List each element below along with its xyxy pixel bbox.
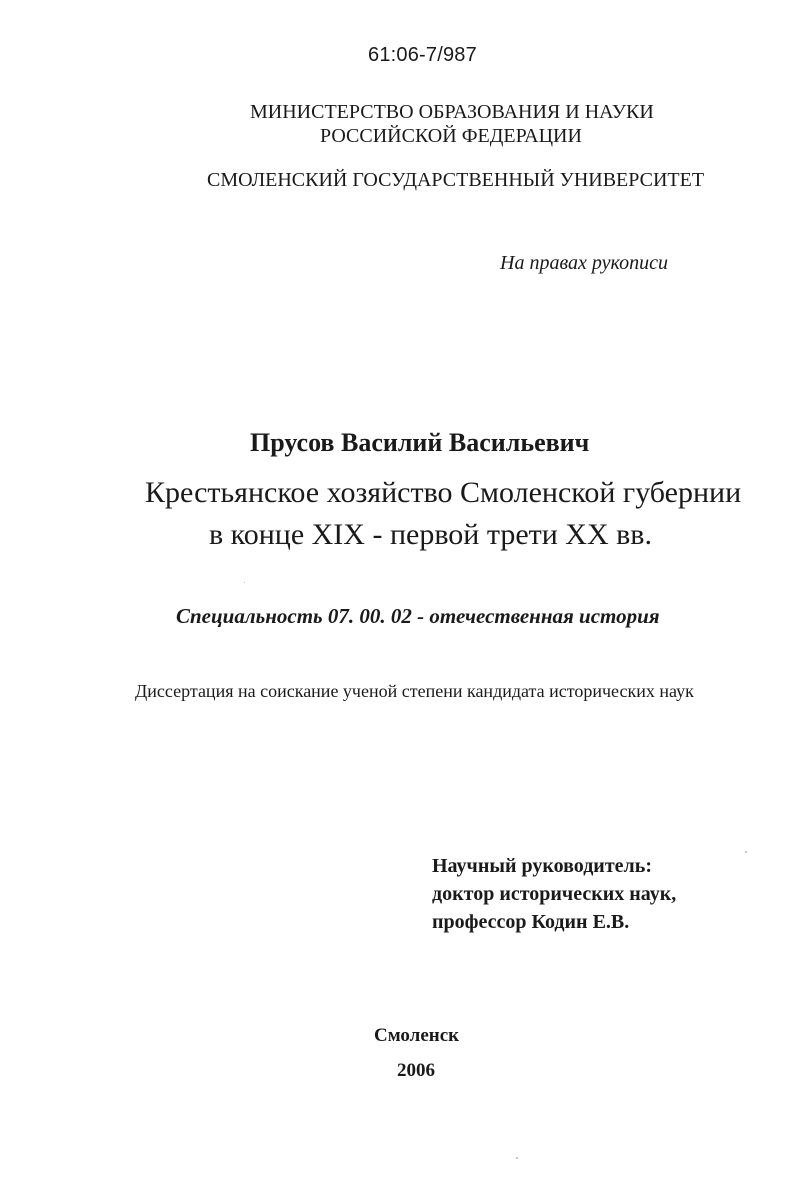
dissertation-title-line-2: в конце XIX - первой трети XX вв.	[209, 518, 652, 551]
scan-speck	[745, 851, 747, 853]
catalog-number: 61:06-7/987	[368, 44, 477, 66]
ministry-line-2: РОССИЙСКОЙ ФЕДЕРАЦИИ	[320, 125, 582, 147]
dissertation-title-line-1: Крестьянское хозяйство Смоленской губернии	[145, 476, 742, 509]
supervisor-label: Научный руководитель:	[432, 855, 652, 877]
supervisor-degree: доктор исторических наук,	[432, 883, 677, 905]
scan-speck	[516, 1157, 518, 1159]
scan-speck	[244, 582, 245, 583]
dissertation-degree: Диссертация на соискание ученой степени кандидата исторических наук	[135, 681, 694, 701]
manuscript-rights-note: На правах рукописи	[500, 252, 668, 274]
specialty: Специальность 07. 00. 02 - отечественная история	[176, 604, 660, 628]
year: 2006	[397, 1060, 435, 1081]
author-name: Прусов Василий Васильевич	[250, 428, 590, 457]
university-name: СМОЛЕНСКИЙ ГОСУДАРСТВЕННЫЙ УНИВЕРСИТЕТ	[207, 169, 705, 191]
ministry-line-1: МИНИСТЕРСТВО ОБРАЗОВАНИЯ И НАУКИ	[250, 101, 654, 123]
supervisor-name: профессор Кодин Е.В.	[432, 911, 630, 933]
city: Смоленск	[374, 1025, 460, 1046]
